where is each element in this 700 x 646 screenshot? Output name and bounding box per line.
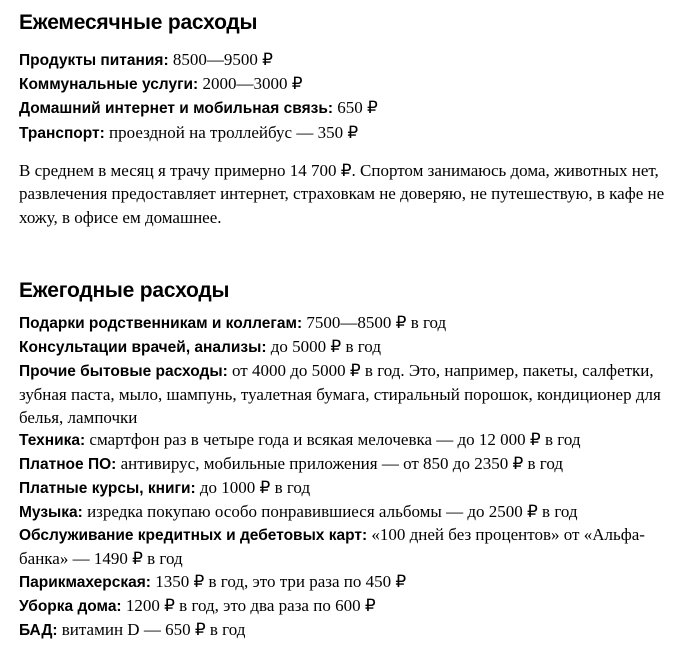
item-text: антивирус, мобильные приложения — от 850 до 2350 ₽ в год: [116, 454, 563, 474]
item-text: витамин D — 650 ₽ в год: [57, 619, 246, 639]
monthly-item-internet-mobile: [19, 96, 680, 120]
item-text: 1200 ₽ в год, это два раза по 600 ₽: [121, 595, 376, 615]
item-term: Консультации врачей, анализы:: [19, 339, 267, 357]
yearly-item-supplements: [19, 619, 680, 643]
item-term: Техника:: [19, 432, 86, 450]
item-term: Продукты питания:: [19, 52, 169, 69]
item-term: Парикмахерская:: [19, 574, 151, 592]
item-term: Платное ПО:: [19, 456, 117, 474]
item-text: проездной на троллейбус — 350 ₽: [104, 122, 359, 142]
yearly-item-music: [19, 501, 680, 525]
item-term: Музыка:: [19, 503, 83, 521]
yearly-item-gifts: [19, 312, 680, 336]
item-term: Домашний интернет и мобильная связь:: [19, 100, 334, 118]
item-text: от 4000 до 5000 ₽ в год. Это, например, пакеты, салфетки, зубная паста, мыло, шампунь, туалетная бумага, стиральный порошок, кондиционер для белья, лампочки: [19, 360, 661, 427]
item-text: 1350 ₽ в год, это три раза по 450 ₽: [150, 572, 407, 592]
item-term: Коммунальные услуги:: [19, 76, 199, 94]
yearly-item-courses-books: [19, 477, 680, 501]
yearly-item-software: [19, 453, 680, 477]
item-text: 8500—9500 ₽: [168, 50, 273, 69]
item-term: БАД:: [19, 621, 58, 639]
item-term: Прочие бытовые расходы:: [19, 362, 228, 380]
monthly-item-transport: [19, 121, 680, 145]
monthly-expenses-list: [19, 48, 680, 145]
monthly-item-groceries: [19, 48, 680, 72]
monthly-summary-paragraph: В среднем в месяц я трачу примерно 14 700 ₽. Спортом занимаюсь дома, животных нет, развлечения предоставляет интернет, страховкам не доверяю, не путешествую, в кафе не хожу, в офисе ем домашнее.: [19, 160, 665, 227]
item-text: 7500—8500 ₽ в год: [302, 313, 447, 333]
yearly-item-card-service: [19, 524, 680, 571]
item-text: 2000—3000 ₽: [198, 74, 303, 94]
item-term: Транспорт:: [19, 124, 105, 142]
yearly-item-cleaning: [19, 595, 680, 619]
yearly-item-hairdresser: [19, 571, 680, 595]
item-term: Обслуживание кредитных и дебетовых карт:: [19, 527, 368, 545]
item-text: до 5000 ₽ в год: [266, 337, 381, 357]
item-text: 650 ₽: [333, 98, 378, 118]
item-text: смартфон раз в четыре года и всякая мелочевка — до 12 000 ₽ в год: [85, 430, 581, 450]
yearly-expenses-heading: Ежегодные расходы: [19, 279, 230, 303]
monthly-expenses-heading: Ежемесячные расходы: [19, 11, 258, 34]
monthly-item-utilities: [19, 72, 680, 96]
item-term: Уборка дома:: [19, 597, 122, 615]
item-text: «100 дней без процентов» от «Альфа-банка» — 1490 ₽ в год: [19, 525, 645, 569]
yearly-item-doctors: [19, 336, 680, 360]
yearly-item-electronics: [19, 429, 680, 453]
yearly-expenses-list: [19, 312, 680, 642]
yearly-item-household: [19, 360, 680, 429]
item-text: изредка покупаю особо понравившиеся альбомы — до 2500 ₽ в год: [82, 501, 578, 521]
item-text: до 1000 ₽ в год: [195, 477, 311, 497]
item-term: Подарки родственникам и коллегам:: [19, 315, 303, 333]
item-term: Платные курсы, книги:: [19, 479, 196, 497]
